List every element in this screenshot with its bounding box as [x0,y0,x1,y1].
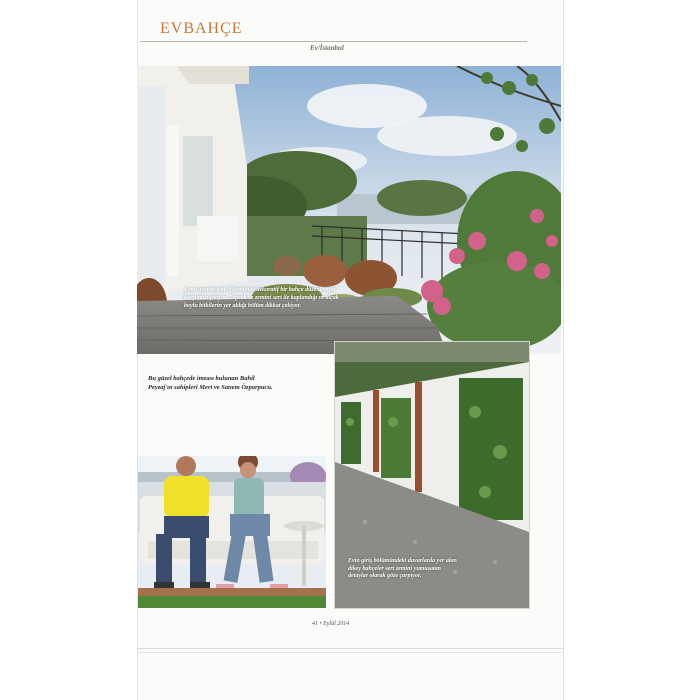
page-edge-line-secondary [138,652,563,653]
header-divider [140,41,527,42]
main-photo-caption: Kemeliyenin yan bölümünde dekoratif bir bahçe düzenlemesi karşımıza çıkıyor. Toprak ve zemini sert ile kaplandığı ve alçak boylu bitkilerin yer aldığı bölüm dikkat çekiyor. [184,287,339,309]
wall-photo-caption: Evin giriş bölümündeki duvarlarda yer alan dikey bahçeler sert zemini yumuşatan detaylar olarak göze çarpıyor. [348,558,457,579]
page-number: 41 • Eylül 2014 [312,621,350,627]
section-brand-title: EVBAHÇE [160,20,243,37]
garden-terrace-photo [137,66,561,354]
section-subtitle: Ev/İstanbul [310,44,344,52]
page-edge-line [138,648,563,649]
owners-caption: Bu güzel bahçede imzası bulunan Bahil Peyzaj'ın sahipleri Mert ve Sanem Özparpucu. [148,375,273,391]
owners-portrait-photo [138,456,326,608]
